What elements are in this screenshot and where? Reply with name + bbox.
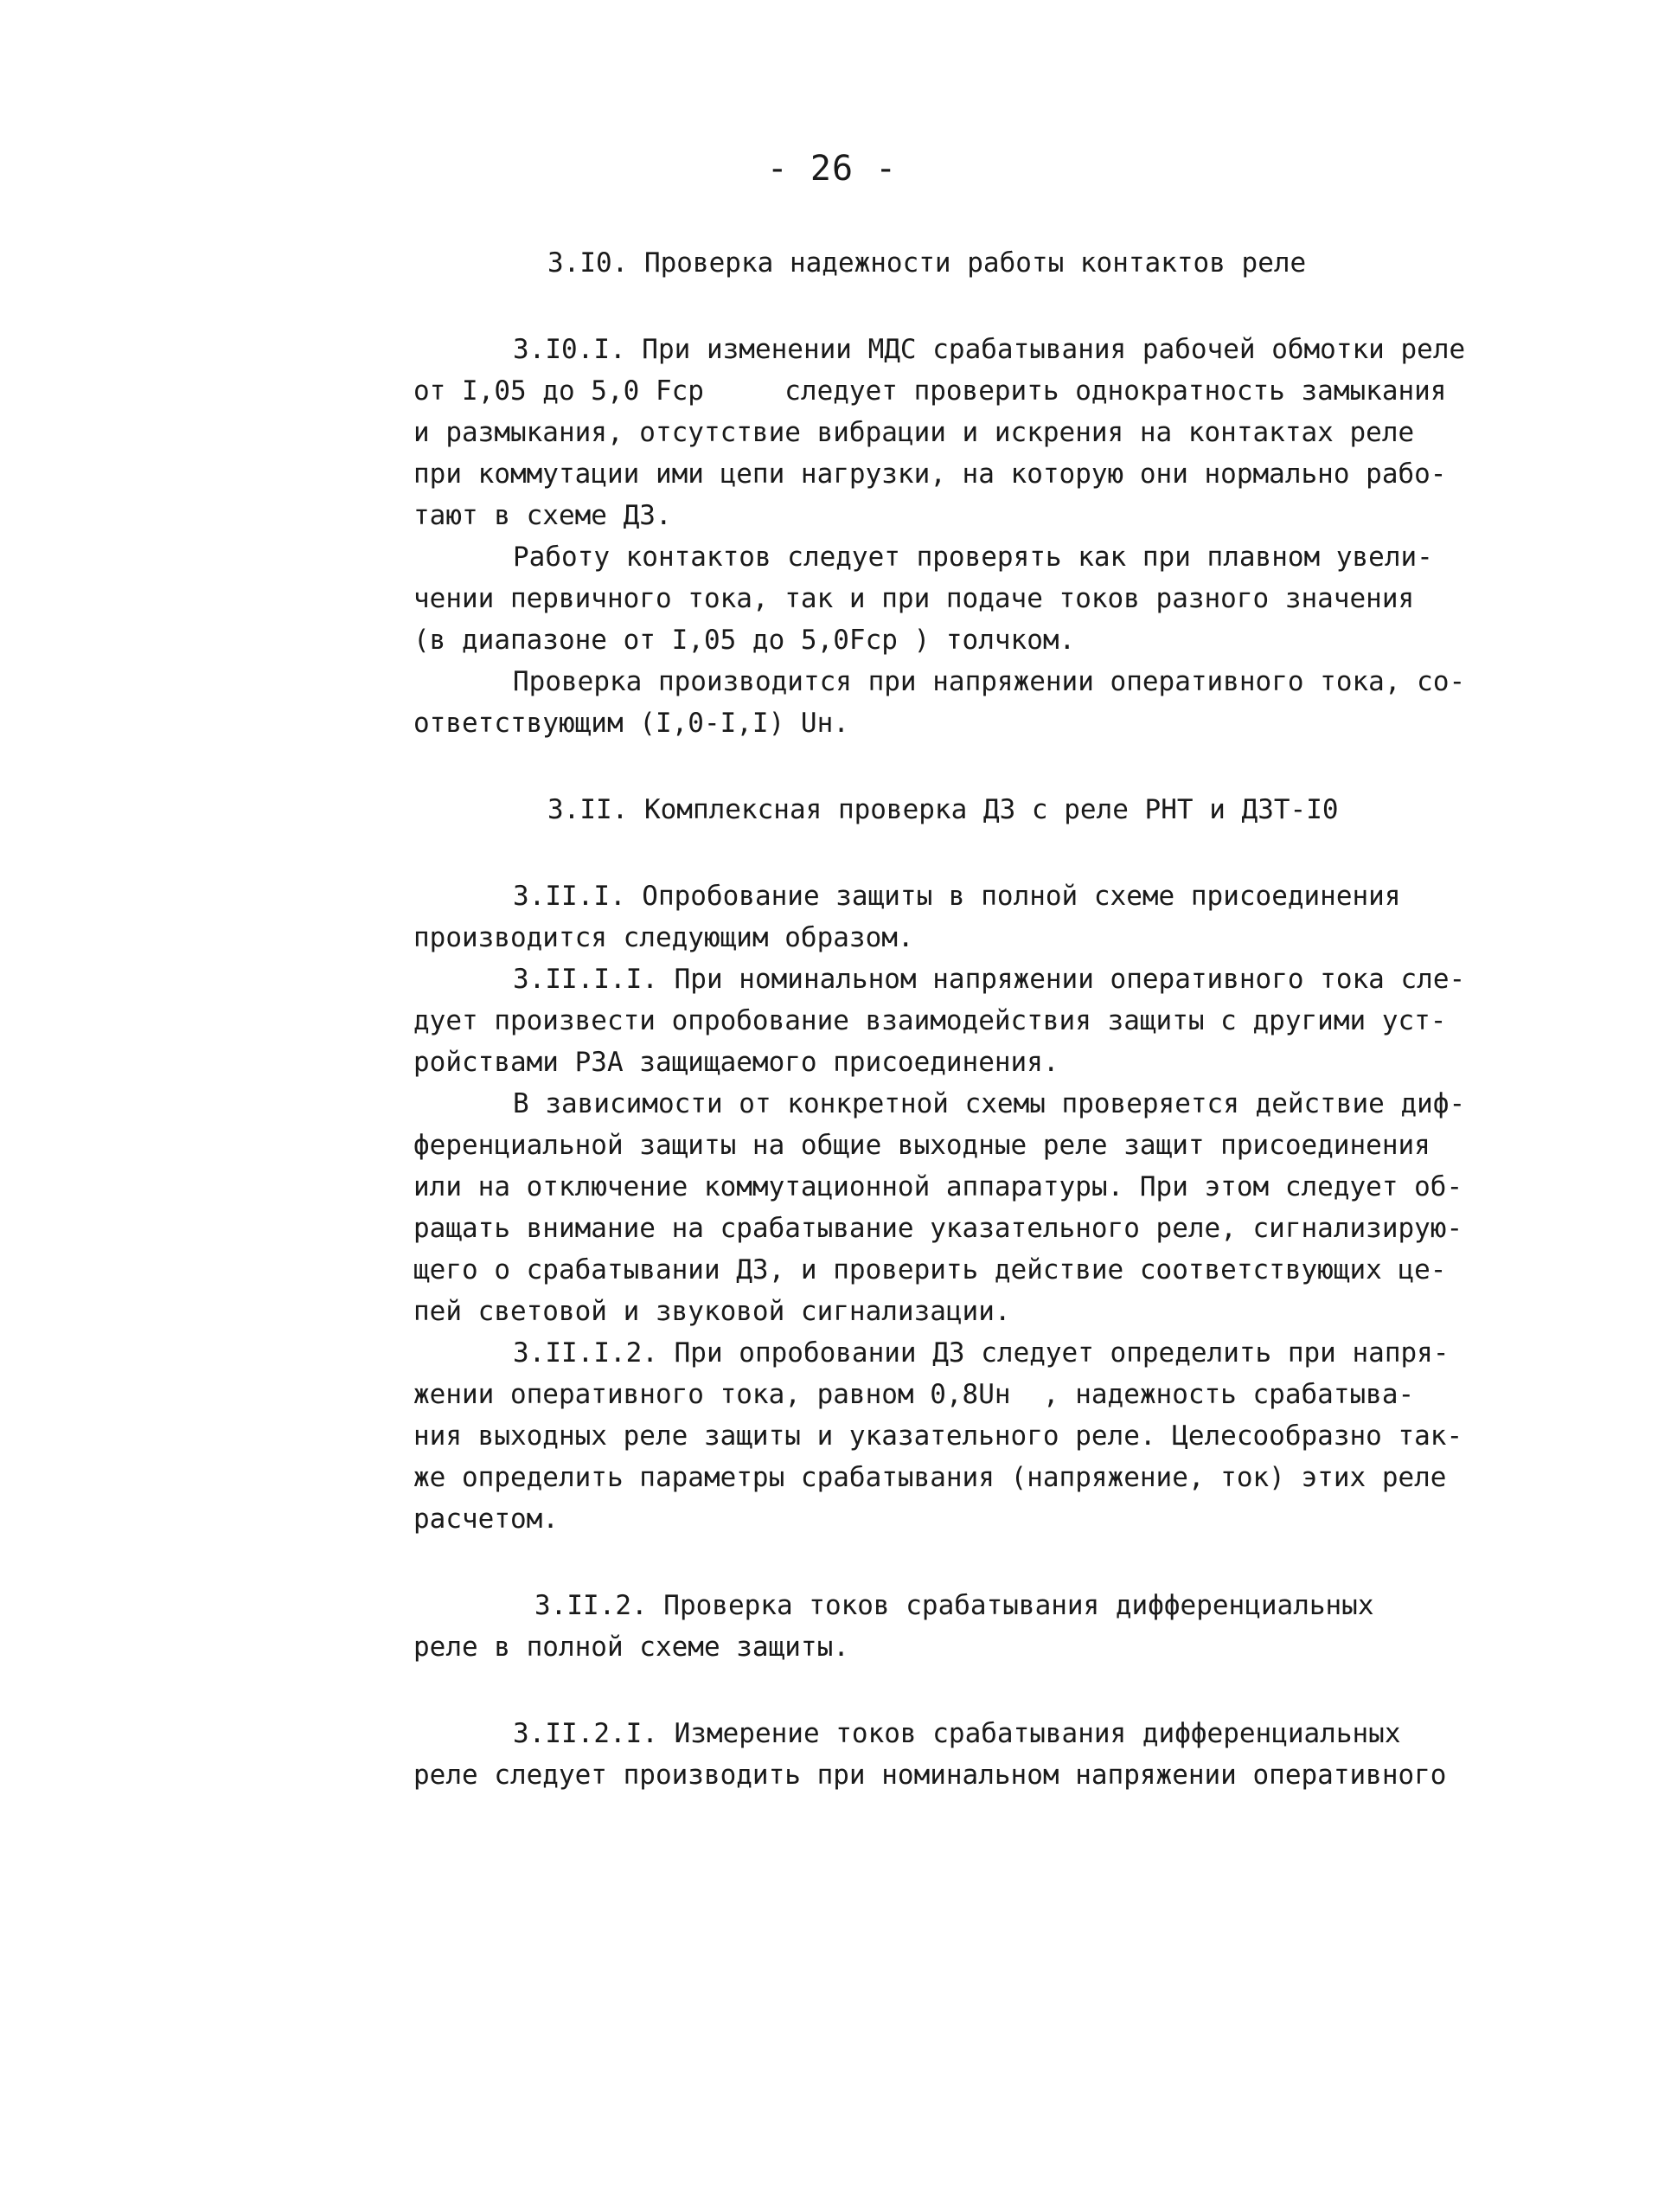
spacer (413, 1540, 1529, 1585)
paragraph-line: расчетом. (413, 1504, 559, 1535)
paragraph-line: производится следующим образом. (413, 922, 914, 953)
paragraph-line: ния выходных реле защиты и указательного реле. Целесообразно так- (413, 1420, 1463, 1452)
spacer (413, 1668, 1529, 1713)
paragraph-line: ращать внимание на срабатывание указательного реле, сигнализирую- (413, 1213, 1463, 1244)
paragraph-line: же определить параметры срабатывания (напряжение, ток) этих реле (413, 1462, 1447, 1493)
section-heading-continuation: реле в полной схеме защиты. (413, 1632, 849, 1663)
paragraph-line: тают в схеме ДЗ. (413, 500, 672, 531)
paragraph-line: 3.II.I.2. При опробовании ДЗ следует определить при напря- (513, 1337, 1450, 1369)
spacer (413, 830, 1529, 875)
section-heading-3-10: 3.I0. Проверка надежности работы контактов реле (547, 247, 1307, 279)
paragraph-line: ответствующим (I,0-I,I) Uн. (413, 708, 849, 739)
paragraph-line: или на отключение коммутационной аппаратуры. При этом следует об- (413, 1171, 1463, 1202)
paragraph-line: (в диапазоне от I,05 до 5,0Fср ) толчком. (413, 625, 1076, 656)
spacer (413, 284, 1529, 329)
paragraph-line: дует произвести опробование взаимодействия защиты с другими уст- (413, 1005, 1447, 1036)
paragraph-line: 3.II.I. Опробование защиты в полной схеме присоединения (513, 881, 1401, 912)
paragraph-line: ференциальной защиты на общие выходные реле защит присоединения (413, 1130, 1430, 1161)
section-heading-3-11-2: 3.II.2. Проверка токов срабатывания дифференциальных (534, 1590, 1374, 1621)
page-content (413, 242, 1529, 1796)
paragraph-line: 3.II.2.I. Измерение токов срабатывания дифференциальных (513, 1718, 1401, 1749)
section-heading-3-11: 3.II. Комплексная проверка ДЗ с реле РНТ и ДЗТ-I0 (547, 794, 1339, 825)
spacer (413, 744, 1529, 789)
paragraph-line: ройствами РЗА защищаемого присоединения. (413, 1047, 1059, 1078)
paragraph-line: Проверка производится при напряжении оперативного тока, со- (513, 666, 1466, 697)
paragraph-line: В зависимости от конкретной схемы проверяется действие диф- (513, 1088, 1466, 1119)
page-number: - 26 - (766, 149, 898, 189)
paragraph-line: пей световой и звуковой сигнализации. (413, 1296, 1011, 1327)
paragraph-line: жении оперативного тока, равном 0,8Uн , надежность срабатыва- (413, 1379, 1415, 1410)
paragraph-line: 3.I0.I. При изменении МДС срабатывания рабочей обмотки реле (513, 334, 1466, 365)
paragraph-line: от I,05 до 5,0 Fср следует проверить однократность замыкания (413, 375, 1447, 407)
paragraph-line: чении первичного тока, так и при подаче токов разного значения (413, 583, 1415, 614)
paragraph-line: щего о срабатывании ДЗ, и проверить действие соответствующих це- (413, 1254, 1447, 1286)
paragraph-line: при коммутации ими цепи нагрузки, на которую они нормально рабо- (413, 458, 1447, 490)
paragraph-line: реле следует производить при номинальном напряжении оперативного (413, 1760, 1447, 1791)
paragraph-line: 3.II.I.I. При номинальном напряжении оперативного тока сле- (513, 964, 1466, 995)
paragraph-line: и размыкания, отсутствие вибрации и искрения на контактах реле (413, 417, 1415, 448)
paragraph-line: Работу контактов следует проверять как при плавном увели- (513, 542, 1433, 573)
